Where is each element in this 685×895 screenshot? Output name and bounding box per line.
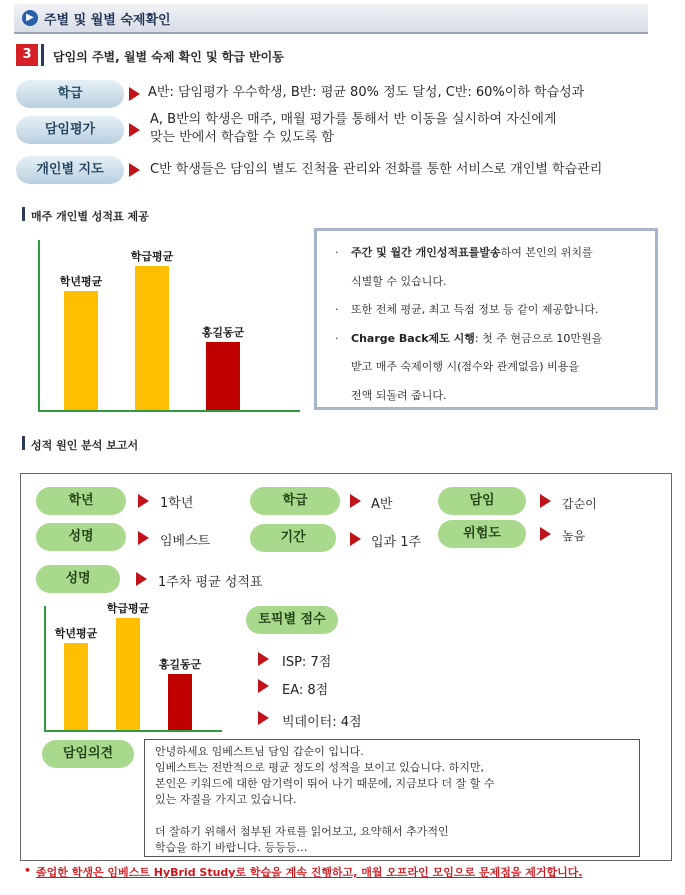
bar-2 <box>168 674 192 730</box>
topic-score: ISP: 7점 <box>282 655 332 670</box>
bullet: · <box>335 246 339 259</box>
info-line <box>335 268 602 297</box>
arrow-right-icon <box>129 123 140 137</box>
opinion-box <box>144 739 640 857</box>
report-title: 성적 원인 분석 보고서 <box>31 439 139 452</box>
info-line <box>335 325 602 354</box>
label-name2: 성명 <box>36 565 120 593</box>
row-evaluation-line1: A, B반의 학생은 매주, 매월 평가를 통해서 반 이동을 실시하여 자신에게 <box>150 112 557 127</box>
bar-0 <box>64 291 98 410</box>
section-divider <box>22 207 25 221</box>
report-chart <box>44 602 222 732</box>
chevron-right-icon: ▶ <box>22 10 38 26</box>
opinion-line: 학습을 하기 바랍니다. 등등등… <box>155 841 308 854</box>
label-teacher: 담임 <box>438 487 526 515</box>
section-title: 담임의 주별, 월별 숙제 확인 및 학급 반이동 <box>53 50 284 64</box>
info-line <box>335 353 602 382</box>
info-text: 전액 되돌려 줍니다. <box>351 388 447 402</box>
label-topic-scores: 토픽별 점수 <box>246 606 338 634</box>
bar-2 <box>206 342 240 410</box>
arrow-right-icon <box>129 163 140 177</box>
score-report-value: 1주차 평균 성적표 <box>158 575 263 590</box>
opinion-line: 임베스트는 전반적으로 평균 정도의 성적을 보이고 있습니다. 하지만, <box>155 761 484 774</box>
arrow-right-icon <box>136 572 147 586</box>
label-individual: 개인별 지도 <box>16 156 124 184</box>
bullet: · <box>335 331 339 345</box>
arrow-right-icon <box>350 532 361 546</box>
bar-label: 홍길동군 <box>158 658 202 672</box>
opinion-line <box>155 808 629 824</box>
info-text: 식별할 수 있습니다. <box>351 274 447 288</box>
footnote-bullet: • <box>24 864 32 877</box>
bar-label: 홍길동군 <box>201 326 245 339</box>
bar-0 <box>64 643 88 730</box>
opinion-line: 본인은 키워드에 대한 암기력이 뛰어 나기 때문에, 지금보다 더 잘 할 수 <box>155 777 495 790</box>
topic-score: EA: 8점 <box>282 683 329 698</box>
grade-value: 1학년 <box>160 496 194 511</box>
info-line <box>335 382 602 411</box>
arrow-right-icon <box>138 494 149 508</box>
bar-1 <box>135 266 169 411</box>
period-value: 입과 1주 <box>371 535 422 550</box>
arrow-right-icon <box>540 527 551 541</box>
x-axis <box>38 410 300 412</box>
footnote: 졸업한 학생은 임베스트 HyBrid Study로 학습을 계속 진행하고, 매월 오프라인 모임으로 문제점을 제거합니다. <box>36 866 583 879</box>
section-divider <box>41 44 44 66</box>
arrow-right-icon <box>138 531 149 545</box>
opinion-line: 더 잘하기 위해서 첨부된 자료를 읽어보고, 요약해서 추가적인 <box>155 825 449 838</box>
info-text: 또한 전체 평균, 최고 득점 정보 등 같이 제공합니다. <box>351 303 599 316</box>
y-axis <box>44 606 46 732</box>
arrow-right-icon <box>258 679 269 693</box>
opinion-line: 있는 자질을 가지고 있습니다. <box>155 793 297 806</box>
opinion-line: 안녕하세요 임베스트님 담임 갑순이 입니다. <box>155 745 364 758</box>
info-line <box>335 239 602 268</box>
arrow-right-icon <box>258 652 269 666</box>
info-text: 하여 본인의 위치를 <box>500 246 593 259</box>
label-period: 기간 <box>250 524 336 552</box>
label-class: 학급 <box>250 487 340 515</box>
arrow-right-icon <box>129 87 140 101</box>
bar-1 <box>116 618 140 730</box>
bullet: · <box>335 303 339 316</box>
section-divider <box>22 436 25 450</box>
weekly-title: 매주 개인별 성적표 제공 <box>31 210 149 223</box>
row-evaluation-line2: 맞는 반에서 학습할 수 있도록 함 <box>150 130 334 145</box>
risk-value: 높음 <box>562 529 586 543</box>
weekly-chart <box>38 240 300 412</box>
bar-label: 학급평균 <box>106 602 150 616</box>
name-value: 임베스트 <box>160 534 211 549</box>
bar-label: 학년평균 <box>59 275 103 288</box>
info-bold: Charge Back제도 시행 <box>351 331 475 345</box>
label-grade: 학년 <box>36 487 126 515</box>
info-line <box>335 296 602 325</box>
arrow-right-icon <box>350 494 361 508</box>
weekly-info-box <box>314 228 658 410</box>
label-risk: 위험도 <box>438 520 526 548</box>
label-opinion: 담임의견 <box>42 740 134 768</box>
bar-label: 학년평균 <box>54 627 98 641</box>
y-axis <box>38 240 40 412</box>
arrow-right-icon <box>540 494 551 508</box>
section-number: 3 <box>16 44 38 66</box>
label-name: 성명 <box>36 523 126 551</box>
row-class-text: A반: 담임평가 우수학생, B반: 평균 80% 정도 달성, C반: 60%이하 학습성과 <box>148 85 585 100</box>
class-value: A반 <box>371 497 393 512</box>
arrow-right-icon <box>258 711 269 725</box>
topic-score: 빅데이터: 4점 <box>282 715 362 730</box>
info-text: 받고 매주 숙제이행 시(점수와 관계없음) 비용을 <box>351 360 579 373</box>
page-title: 주별 및 월별 숙제확인 <box>44 13 171 28</box>
row-individual-text: C반 학생들은 담임의 별도 진척율 관리와 전화를 통한 서비스로 개인별 학습관리 <box>150 162 603 177</box>
bar-label: 학급평균 <box>130 249 174 263</box>
x-axis <box>44 730 222 732</box>
teacher-value: 갑순이 <box>562 497 597 511</box>
label-evaluation: 담임평가 <box>16 116 124 144</box>
info-text: : 첫 주 현금으로 10만원을 <box>474 331 603 345</box>
label-class: 학급 <box>16 80 124 108</box>
info-bold: 주간 및 월간 개인성적표를발송 <box>351 246 501 259</box>
